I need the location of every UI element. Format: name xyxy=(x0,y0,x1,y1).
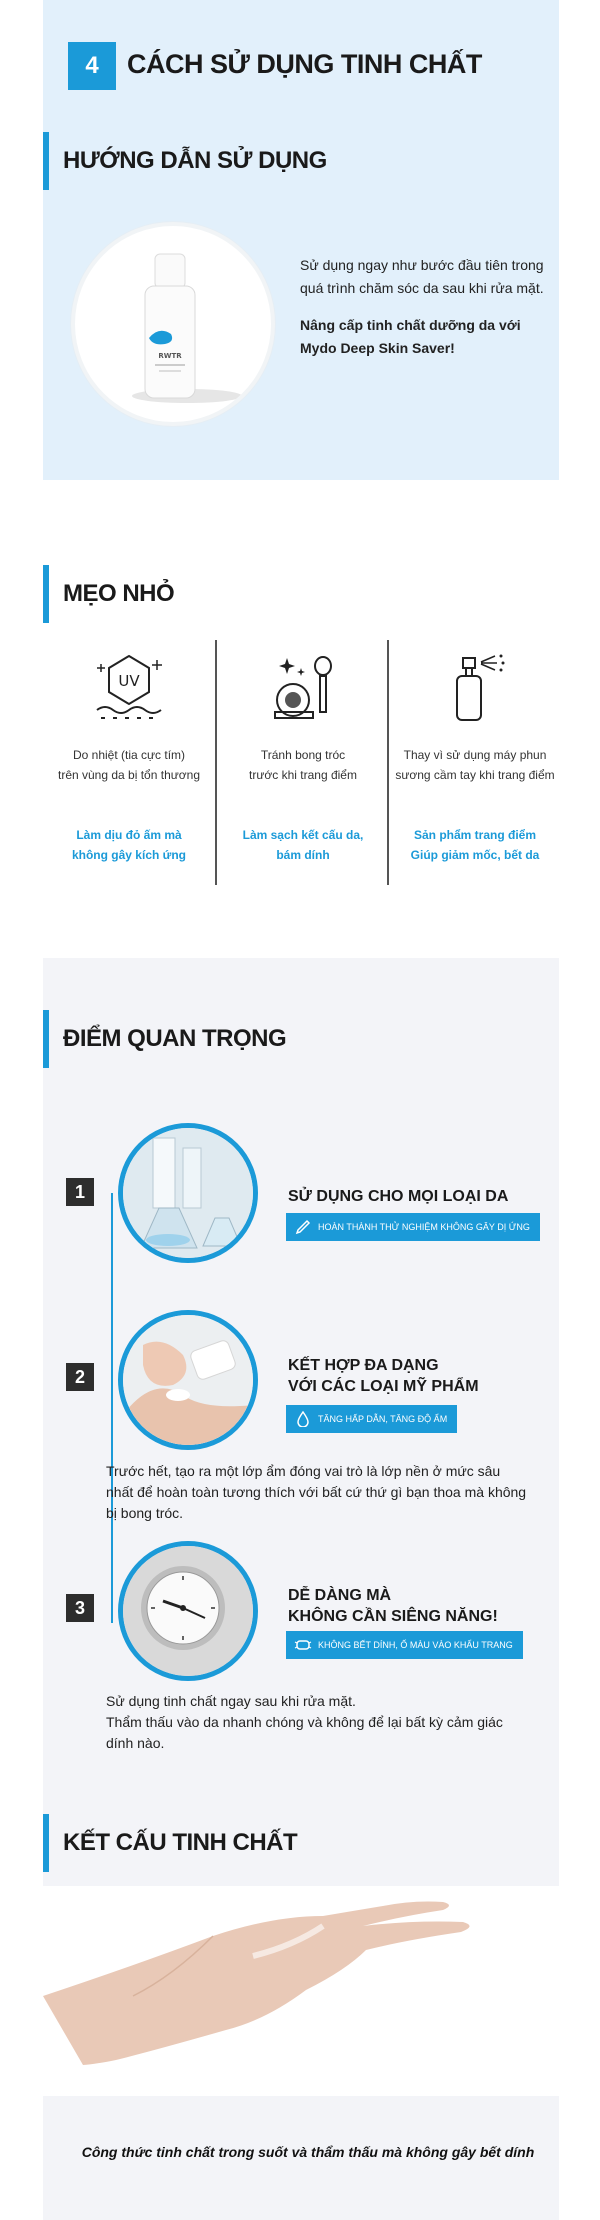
tip-item-makeup xyxy=(217,640,389,885)
uv-icon-label: UV xyxy=(118,672,140,690)
tips-heading-text: MẸO NHỎ xyxy=(63,580,175,607)
point-number-2: 2 xyxy=(66,1363,94,1391)
tip-desc xyxy=(217,745,389,785)
usage-bold-text: Nâng cấp tinh chất dưỡng da với Mydo Deep Skin Saver! xyxy=(300,317,521,356)
point-tag-1 xyxy=(286,1213,540,1241)
tip-desc xyxy=(389,745,561,785)
tip-desc-line: sương cầm tay khi trang điểm xyxy=(395,768,555,782)
point-number-3: 3 xyxy=(66,1594,94,1622)
accent-bar xyxy=(43,1814,49,1872)
texture-heading-text: KẾT CẤU TINH CHẤT xyxy=(63,1829,298,1856)
product-bottle-label: RWTR xyxy=(158,352,182,360)
point-tag-3 xyxy=(286,1631,523,1659)
point-title-2 xyxy=(288,1355,479,1397)
lab-flask-icon xyxy=(123,1128,253,1258)
points-section xyxy=(43,958,559,2220)
tip-benefit-line: Làm dịu đỏ ấm mà xyxy=(76,828,182,842)
tip-benefit-line: Làm sạch kết cấu da, xyxy=(242,828,364,842)
timeline-line xyxy=(111,1193,113,1623)
point-title-line: DỄ DÀNG MÀ xyxy=(288,1587,392,1604)
tip-benefit xyxy=(389,825,561,865)
usage-text: Sử dụng ngay như bước đầu tiên trong quá trình chăm sóc da sau khi rửa mặt. xyxy=(300,257,544,296)
accent-bar xyxy=(43,132,49,190)
tips-grid xyxy=(43,640,559,890)
point-title-line: SỬ DỤNG CHO MỌI LOẠI DA xyxy=(288,1188,509,1205)
point-tag-text: KHÔNG BẾT DÍNH, Ố MÀU VÀO KHẨU TRANG xyxy=(318,1640,513,1650)
point-tag-2 xyxy=(286,1405,457,1433)
clock-image xyxy=(118,1541,258,1681)
mask-icon xyxy=(294,1636,312,1654)
tip-desc-line: trên vùng da bị tổn thương xyxy=(58,768,200,782)
tip-desc xyxy=(43,745,215,785)
hands-cream-image xyxy=(118,1310,258,1450)
tip-benefit xyxy=(217,825,389,865)
hand-icon xyxy=(43,1886,559,2096)
usage-subheading xyxy=(43,132,327,190)
points-subheading xyxy=(43,1010,286,1068)
usage-description xyxy=(300,254,550,360)
usage-subheading-text: HƯỚNG DẪN SỬ DỤNG xyxy=(63,147,327,174)
point-title-3 xyxy=(288,1585,498,1627)
tip-benefit-line: Sản phẩm trang điểm xyxy=(413,828,537,842)
point-title-line: VỚI CÁC LOẠI MỸ PHẨM xyxy=(288,1378,479,1395)
hands-bottle-icon xyxy=(123,1315,253,1445)
lab-glassware-image xyxy=(118,1123,258,1263)
uv-icon xyxy=(91,650,167,726)
section-number-badge: 4 xyxy=(68,42,116,90)
tip-benefit-line: Giúp giảm mốc, bết da xyxy=(410,848,540,862)
texture-caption: Công thức tinh chất trong suốt và thẩm thấu mà không gây bết dính xyxy=(81,2144,535,2160)
makeup-icon xyxy=(265,650,341,726)
tip-desc-line: Thay vì sử dụng máy phun xyxy=(403,748,547,762)
paragraph-line: Thẩm thấu vào da nhanh chóng và không để lại bất kỳ cảm giác dính nào. xyxy=(106,1714,503,1751)
clock-icon xyxy=(123,1546,253,1676)
point-title-line: KHÔNG CẦN SIÊNG NĂNG! xyxy=(288,1608,498,1625)
texture-subheading xyxy=(43,1814,297,1872)
point-tag-text: HOÀN THÀNH THỬ NGHIỆM KHÔNG GÂY DỊ ỨNG xyxy=(318,1222,530,1232)
tip-desc-line: Tránh bong tróc xyxy=(260,748,346,762)
point-3-paragraph xyxy=(106,1691,531,1754)
accent-bar xyxy=(43,1010,49,1068)
product-image xyxy=(71,222,275,426)
hand-texture-image xyxy=(43,1886,559,2096)
section-title: CÁCH SỬ DỤNG TINH CHẤT xyxy=(127,49,482,79)
tip-benefit-line: bám dính xyxy=(276,848,330,862)
serum-bottle-icon xyxy=(75,226,275,426)
point-title-1 xyxy=(288,1186,508,1207)
water-drop-icon xyxy=(294,1410,312,1428)
points-heading-text: ĐIỂM QUAN TRỌNG xyxy=(63,1025,287,1052)
accent-bar xyxy=(43,565,49,623)
tip-desc-line: Do nhiệt (tia cực tím) xyxy=(72,748,186,762)
tip-benefit-line: không gây kích ứng xyxy=(71,848,187,862)
dropper-icon xyxy=(294,1218,312,1236)
tip-desc-line: trước khi trang điểm xyxy=(249,768,357,782)
tip-item-spray xyxy=(389,640,561,885)
point-title-line: KẾT HỢP ĐA DẠNG xyxy=(288,1357,439,1374)
point-number-1: 1 xyxy=(66,1178,94,1206)
point-tag-text: TĂNG HẤP DẪN, TĂNG ĐỘ ẨM xyxy=(318,1414,448,1424)
point-2-paragraph: Trước hết, tạo ra một lớp ẩm đóng vai trò là lớp nền ở mức sâu nhất để hoàn toàn tương thích với bất cứ thứ gì bạn thoa mà không bị bong tróc. xyxy=(106,1463,527,1521)
usage-section xyxy=(43,0,559,480)
paragraph-line: Sử dụng tinh chất ngay sau khi rửa mặt. xyxy=(106,1693,356,1709)
tip-item-uv xyxy=(43,640,215,885)
spray-bottle-icon xyxy=(437,650,513,726)
tip-benefit xyxy=(43,825,215,865)
tips-subheading xyxy=(43,565,174,623)
